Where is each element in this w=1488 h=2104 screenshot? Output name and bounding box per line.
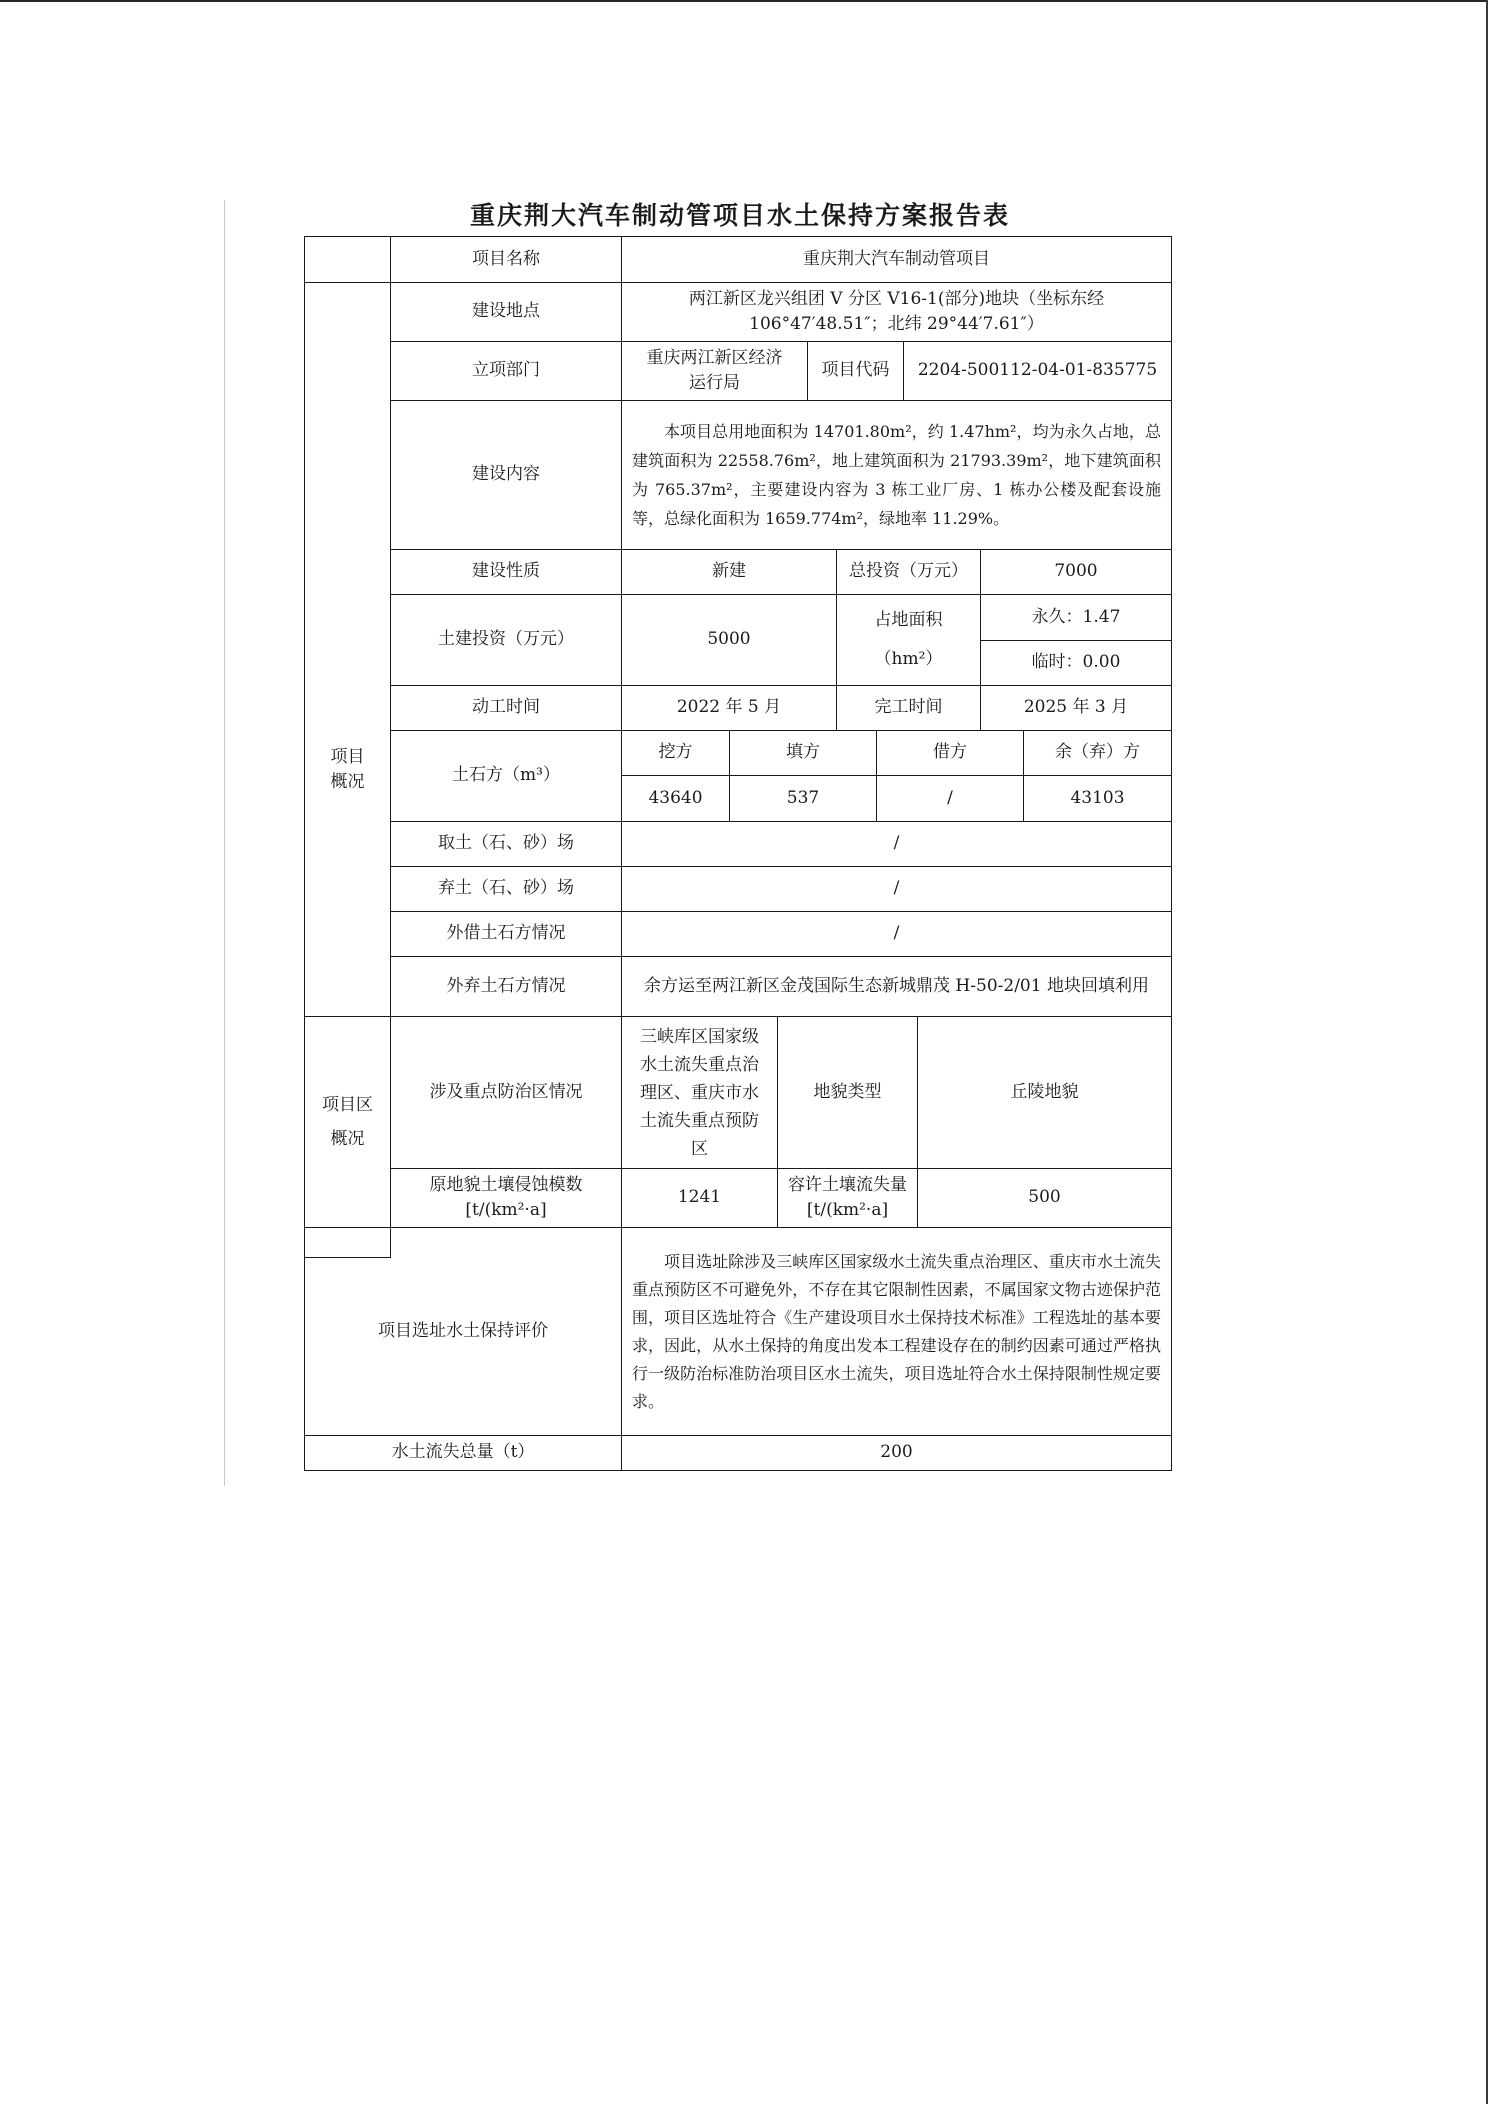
area-overview-label: 项目区概况 (304, 1016, 391, 1228)
end-label: 完工时间 (836, 685, 981, 731)
dept-value: 重庆两江新区经济运行局 (621, 341, 808, 401)
report-table (304, 236, 1172, 1476)
ext-spoil-value: 余方运至两江新区金茂国际生态新城鼎茂 H-50-2/01 地块回填利用 (621, 956, 1172, 1017)
total-invest-label: 总投资（万元） (836, 549, 981, 595)
land-permanent: 永久：1.47 (980, 594, 1172, 641)
land-area-label-cell (836, 594, 981, 686)
earthwork-value-fill: 537 (729, 775, 877, 822)
earthwork-value-cut: 43640 (621, 775, 730, 822)
earthwork-value-borrow: / (876, 775, 1024, 822)
key-zone-label: 涉及重点防治区情况 (390, 1016, 622, 1169)
civil-invest-label: 土建投资（万元） (390, 594, 622, 686)
borrow-site-value: / (621, 821, 1172, 867)
ext-borrow-value: / (621, 911, 1172, 957)
project-overview-label: 项目概况 (304, 282, 391, 1258)
erosion-modulus-label: 原地貌土壤侵蚀模数 [t/(km²·a] (390, 1168, 622, 1228)
allowable-loss-value: 500 (917, 1168, 1172, 1228)
earthwork-value-spoil: 43103 (1023, 775, 1172, 822)
site-evaluation-label: 项目选址水土保持评价 (304, 1227, 622, 1436)
content-value: 本项目总用地面积为 14701.80m²，约 1.47hm²，均为永久占地，总建筑面积为 22558.76m²，地上建筑面积为 21793.39m²，地下建筑面积为 765.37m²，主要建设内容为 3 栋工业厂房、1 栋办公楼及配套设施等，总绿化面积为 1659.774m²，绿地率 11.29%。 (621, 400, 1172, 550)
landform-label: 地貌类型 (777, 1016, 918, 1169)
ext-borrow-label: 外借土石方情况 (390, 911, 622, 957)
spoil-site-value: / (621, 866, 1172, 912)
location-value: 两江新区龙兴组团 V 分区 V16-1(部分)地块（坐标东经 106°47′48.51″；北纬 29°44′7.61″） (621, 282, 1172, 342)
project-name-label: 项目名称 (390, 236, 622, 283)
content-label: 建设内容 (390, 400, 622, 550)
erosion-modulus-value: 1241 (621, 1168, 778, 1228)
blank-corner-cell (304, 236, 391, 283)
land-area-label: 占地面积 (874, 609, 943, 630)
page-top-border (0, 0, 1488, 2)
earthwork-header-cut: 挖方 (621, 730, 730, 776)
site-evaluation-value: 项目选址除涉及三峡库区国家级水土流失重点治理区、重庆市水土流失重点预防区不可避免外，不存在其它限制性因素，不属国家文物古迹保护范围，项目区选址符合《生产建设项目水土保持技术标准》工程选址的基本要求，因此，从水土保持的角度出发本工程建设存在的制约因素可通过严格执行一级防治标准防治项目区水土流失，项目选址符合水土保持限制性规定要求。 (621, 1227, 1172, 1436)
allowable-loss-label: 容许土壤流失量[t/(km²·a] (777, 1168, 918, 1228)
document-title: 重庆荆大汽车制动管项目水土保持方案报告表 (469, 201, 1010, 230)
end-value: 2025 年 3 月 (980, 685, 1172, 731)
earthwork-header-spoil: 余（弃）方 (1023, 730, 1172, 776)
ext-spoil-label: 外弃土石方情况 (390, 956, 622, 1017)
total-invest-value: 7000 (980, 549, 1172, 595)
landform-value: 丘陵地貌 (917, 1016, 1172, 1169)
total-loss-value: 200 (621, 1435, 1172, 1471)
start-label: 动工时间 (390, 685, 622, 731)
land-temporary: 临时：0.00 (980, 640, 1172, 686)
earthwork-header-fill: 填方 (729, 730, 877, 776)
spoil-site-label: 弃土（石、砂）场 (390, 866, 622, 912)
total-loss-label: 水土流失总量（t） (304, 1435, 622, 1471)
code-label: 项目代码 (807, 341, 904, 401)
margin-line (224, 200, 225, 1486)
start-value: 2022 年 5 月 (621, 685, 837, 731)
nature-value: 新建 (621, 549, 837, 595)
dept-label: 立项部门 (390, 341, 622, 401)
key-zone-value: 三峡库区国家级水土流失重点治理区、重庆市水土流失重点预防区 (621, 1016, 778, 1169)
nature-label: 建设性质 (390, 549, 622, 595)
code-value: 2204-500112-04-01-835775 (903, 341, 1172, 401)
land-area-unit: （hm²） (874, 649, 943, 669)
location-label: 建设地点 (390, 282, 622, 342)
earthwork-label: 土石方（m³） (390, 730, 622, 822)
civil-invest-value: 5000 (621, 594, 837, 686)
earthwork-header-borrow: 借方 (876, 730, 1024, 776)
project-name-value: 重庆荆大汽车制动管项目 (621, 236, 1172, 283)
borrow-site-label: 取土（石、砂）场 (390, 821, 622, 867)
